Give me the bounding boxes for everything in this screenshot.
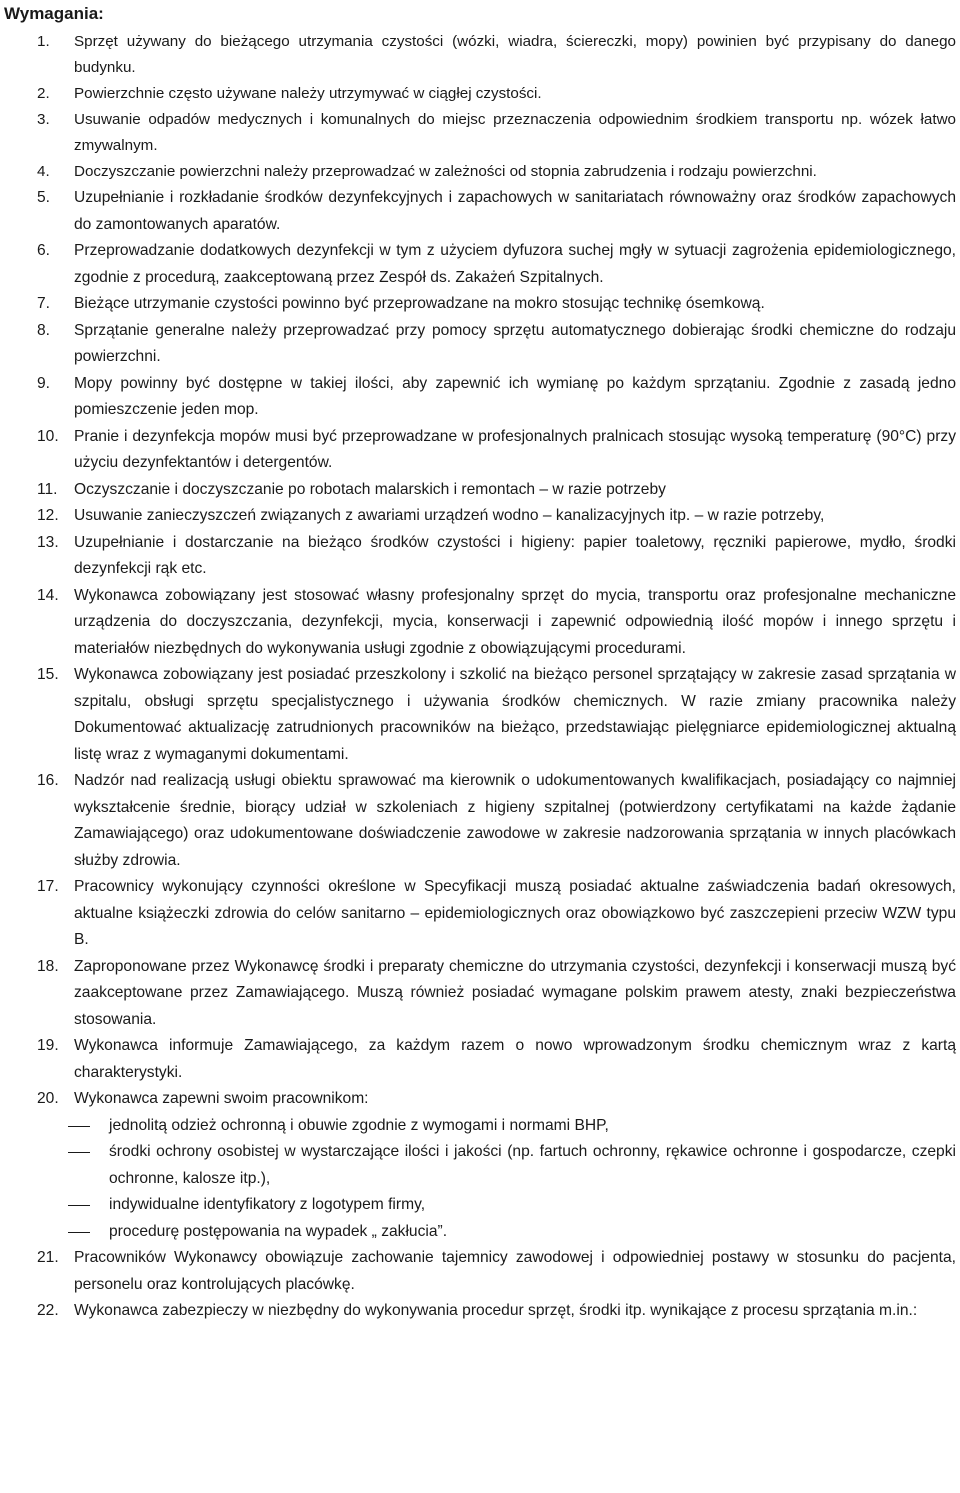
list-item-number: 19. bbox=[37, 1037, 59, 1054]
list-item-text: Wykonawca zobowiązany jest posiadać przeszkolony i szkolić na bieżąco personel sprzątający w zakresie zasad sprzątania w szpitalu, obsługi sprzętu specjalistycznego i używania środków chemicznych. W razie zmiany pracownika należy Dokumentować aktualizację zatrudnionych pracowników na bieżąco, przedstawiając pielęgniarce epidemiologicznej aktualną listę wraz z wymaganymi dokumentami. bbox=[74, 666, 956, 763]
list-item bbox=[4, 503, 956, 530]
list-item-number: 6. bbox=[37, 242, 51, 259]
sub-list-item bbox=[74, 1219, 956, 1246]
sub-list-item-text: środki ochrony osobistej w wystarczające ilości i jakości (np. fartuch ochronny, rękawice ochronne i gospodarcze, czepki ochronne, kalosze itp.), bbox=[109, 1143, 956, 1187]
list-item-text: Wykonawca zapewni swoim pracownikom: bbox=[74, 1090, 369, 1107]
list-item bbox=[4, 874, 956, 954]
list-item-text: Powierzchnie często używane należy utrzymywać w ciągłej czystości. bbox=[74, 85, 542, 102]
sub-list-item-text: indywidualne identyfikatory z logotypem firmy, bbox=[109, 1196, 426, 1213]
section-heading: Wymagania: bbox=[4, 4, 104, 23]
list-item-number: 16. bbox=[37, 772, 59, 789]
sub-list-item bbox=[74, 1139, 956, 1192]
list-item-text: Uzupełnianie i rozkładanie środków dezynfekcyjnych i zapachowych w sanitariatach równoważny oraz środków zapachowych do zamontowanych aparatów. bbox=[74, 189, 956, 233]
list-item-number: 22. bbox=[37, 1302, 59, 1319]
list-item-number: 2. bbox=[37, 85, 50, 102]
list-item-text: Bieżące utrzymanie czystości powinno być przeprowadzane na mokro stosując technikę ósemkową. bbox=[74, 295, 765, 312]
dash-bullet-icon bbox=[68, 1232, 90, 1233]
list-item-text: Zaproponowane przez Wykonawcę środki i preparaty chemiczne do utrzymania czystości, dezynfekcji i konserwacji muszą być zaakceptowane przez Zamawiającego. Muszą również posiadać wymagane polskim prawem atesty, znaki bezpieczeństwa stosowania. bbox=[74, 957, 956, 1028]
list-item-number: 7. bbox=[37, 295, 51, 312]
list-item-text: Sprzęt używany do bieżącego utrzymania czystości (wózki, wiadra, ściereczki, mopy) powinien być przypisany do danego budynku. bbox=[74, 33, 956, 76]
list-item-text: Oczyszczanie i doczyszczanie po robotach malarskich i remontach – w razie potrzeby bbox=[74, 480, 666, 498]
list-item bbox=[4, 1086, 956, 1245]
dash-bullet-icon bbox=[68, 1126, 90, 1127]
list-item-text: Mopy powinny być dostępne w takiej ilości, aby zapewnić ich wymianę po każdym sprzątaniu. Zgodnie z zasadą jedno pomieszczenie jeden mop. bbox=[74, 374, 956, 418]
list-item bbox=[4, 1298, 956, 1325]
list-item bbox=[4, 1033, 956, 1086]
list-item bbox=[4, 318, 956, 371]
list-item-number: 20. bbox=[37, 1090, 59, 1107]
list-item bbox=[4, 107, 956, 159]
sub-list-item bbox=[74, 1113, 956, 1140]
list-item bbox=[4, 81, 956, 107]
list-item bbox=[4, 424, 956, 477]
list-item bbox=[4, 768, 956, 874]
list-item-number: 21. bbox=[37, 1249, 59, 1266]
list-item-number: 15. bbox=[37, 666, 59, 683]
list-item-text: Uzupełnianie i dostarczanie na bieżąco środków czystości i higieny: papier toaletowy, ręczniki papierowe, mydło, środki dezynfekcji rąk etc. bbox=[74, 533, 956, 577]
list-item-number: 11. bbox=[37, 480, 58, 498]
sub-list-item-text: procedurę postępowania na wypadek „ zakłucia”. bbox=[109, 1222, 448, 1240]
sub-list-item bbox=[74, 1192, 956, 1219]
list-item bbox=[4, 371, 956, 424]
list-item bbox=[4, 159, 956, 185]
requirements-list bbox=[4, 29, 956, 1325]
list-item-text: Wykonawca zobowiązany jest stosować własny profesjonalny sprzęt do mycia, transportu oraz profesjonalne mechaniczne urządzenia do doczyszczania, dezynfekcji, mycia, konserwacji i zapewnić odpowiednią ilość mopów i innego sprzętu i materiałów niezbędnych do wykonywania usługi zgodnie z obowiązującymi procedurami. bbox=[74, 586, 956, 657]
sub-list-item-text: jednolitą odzież ochronną i obuwie zgodnie z wymogami i normami BHP, bbox=[109, 1116, 609, 1134]
list-item-number: 5. bbox=[37, 189, 51, 206]
list-item-number: 17. bbox=[37, 878, 59, 895]
list-item-text: Usuwanie odpadów medycznych i komunalnych do miejsc przeznaczenia odpowiednim środkiem transportu np. wózek łatwo zmywalnym. bbox=[74, 111, 956, 154]
list-item bbox=[4, 1245, 956, 1298]
list-item-number: 10. bbox=[37, 427, 59, 445]
list-item bbox=[4, 583, 956, 663]
list-item-number: 14. bbox=[37, 586, 59, 604]
list-item-number: 1. bbox=[37, 33, 50, 50]
list-item bbox=[4, 477, 956, 504]
list-item bbox=[4, 238, 956, 291]
list-item bbox=[4, 530, 956, 583]
list-item-text: Pranie i dezynfekcja mopów musi być przeprowadzane w profesjonalnych pralnicach stosując wysoką temperaturę (90°C) przy użyciu dezynfektantów i detergentów. bbox=[74, 427, 956, 471]
list-item bbox=[4, 29, 956, 81]
list-item-number: 13. bbox=[37, 533, 59, 551]
list-item-text: Nadzór nad realizacją usługi obiektu sprawować ma kierownik o udokumentowanych kwalifikacjach, posiadający co najmniej wykształcenie średnie, biorący udział w szkoleniach z higieny szpitalnej (potwierdzony certyfikatami na każde żądanie Zamawiającego) oraz udokumentowane doświadczenie zawodowe w zakresie nadzorowania sprzątania w innych placówkach służby zdrowia. bbox=[74, 772, 956, 869]
list-item-text: Pracownicy wykonujący czynności określone w Specyfikacji muszą posiadać aktualne zaświadczenia badań okresowych, aktualne książeczki zdrowia do celów sanitarno – epidemiologicznych oraz obowiązkowo być zaszczepieni przeciw WZW typu B. bbox=[74, 878, 956, 948]
list-item-text: Sprzątanie generalne należy przeprowadzać przy pomocy sprzętu automatycznego dobierając środki chemiczne do rodzaju powierzchni. bbox=[74, 321, 956, 365]
list-item bbox=[4, 185, 956, 238]
list-item-text: Wykonawca informuje Zamawiającego, za każdym razem o nowo wprowadzonym środku chemicznym wraz z kartą charakterystyki. bbox=[74, 1037, 956, 1081]
list-item-number: 18. bbox=[37, 957, 59, 975]
list-item-number: 4. bbox=[37, 163, 50, 180]
dash-bullet-icon bbox=[68, 1205, 90, 1206]
list-item-text: Doczyszczanie powierzchni należy przeprowadzać w zależności od stopnia zabrudzenia i rodzaju powierzchni. bbox=[74, 163, 817, 180]
list-item-number: 9. bbox=[37, 374, 51, 392]
list-item-text: Usuwanie zanieczyszczeń związanych z awariami urządzeń wodno – kanalizacyjnych itp. – w razie potrzeby, bbox=[74, 507, 825, 524]
sub-list bbox=[74, 1113, 956, 1246]
list-item-text: Wykonawca zabezpieczy w niezbędny do wykonywania procedur sprzęt, środki itp. wynikające z procesu sprzątania m.in.: bbox=[74, 1302, 918, 1319]
list-item-number: 8. bbox=[37, 321, 51, 339]
list-item-text: Pracowników Wykonawcy obowiązuje zachowanie tajemnicy zawodowej i odpowiedniej postawy w stosunku do pacjenta, personelu oraz kontrolujących placówkę. bbox=[74, 1249, 956, 1293]
list-item-number: 3. bbox=[37, 111, 50, 128]
list-item bbox=[4, 662, 956, 768]
dash-bullet-icon bbox=[68, 1152, 90, 1153]
list-item-text: Przeprowadzanie dodatkowych dezynfekcji w tym z użyciem dyfuzora suchej mgły w sytuacji zagrożenia epidemiologicznego, zgodnie z procedurą, zaakceptowaną przez Zespół ds. Zakażeń Szpitalnych. bbox=[74, 242, 956, 286]
list-item-number: 12. bbox=[37, 507, 59, 524]
list-item bbox=[4, 291, 956, 318]
list-item bbox=[4, 954, 956, 1034]
